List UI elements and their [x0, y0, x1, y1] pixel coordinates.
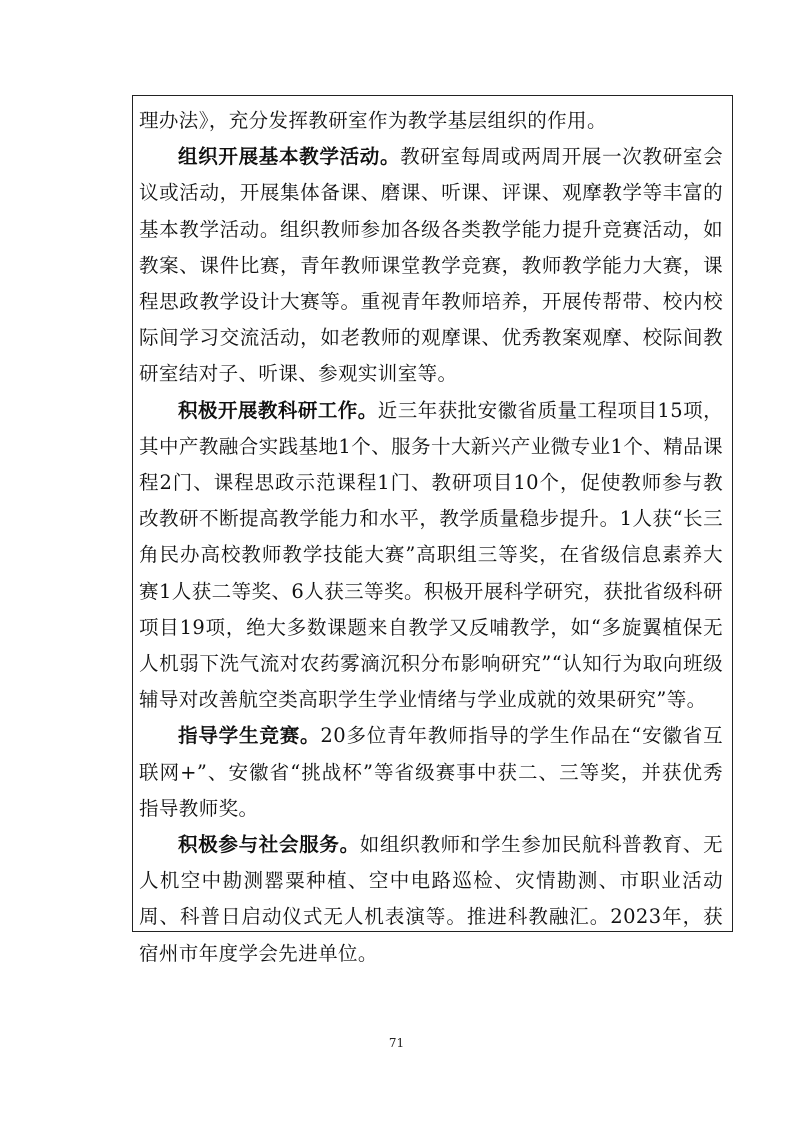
paragraph-student-competitions	[139, 718, 723, 827]
paragraph-text: 如组织教师和学生参加民航科普教育、无人机空中勘测罂粟种植、空中电路巡检、灾情勘测、市职业活动周、科普日启动仪式无人机表演等。推进科教融汇。2023年，获宿州市年度学会先进单位。	[139, 833, 723, 965]
paragraph-continuation	[139, 103, 723, 139]
paragraph-text: 20多位青年教师指导的学生作品在“安徽省互联网+”、安徽省“挑战杯”等省级赛事中获二、三等奖，并获优秀指导教师奖。	[139, 724, 723, 820]
page-number: 71	[388, 1036, 405, 1050]
paragraph-text: 理办法》，充分发挥教研室作为教学基层组织的作用。	[139, 109, 607, 132]
paragraph-heading: 组织开展基本教学活动。	[178, 145, 401, 169]
paragraph-research-work	[139, 393, 723, 719]
paragraph-text: 教研室每周或两周开展一次教研室会议或活动，开展集体备课、磨课、听课、评课、观摩教学等丰富的基本教学活动。组织教师参加各级各类教学能力提升竞赛活动，如教案、课件比赛，青年教师课堂教学竞赛，教师教学能力大赛，课程思政教学设计大赛等。重视青年教师培养，开展传帮带、校内校际间学习交流活动，如老教师的观摩课、优秀教案观摩、校际间教研室结对子、听课、参观实训室等。	[139, 145, 723, 386]
paragraph-heading: 指导学生竞赛。	[178, 724, 321, 748]
paragraph-text: 近三年获批安徽省质量工程项目15项，其中产教融合实践基地1个、服务十大新兴产业微专业1个、精品课程2门、课程思政示范课程1门、教研项目10个，促使教师参与教改教研不断提高教学能力和水平，教学质量稳步提升。1人获“长三角民办高校教师教学技能大赛”高职组三等奖，在省级信息素养大赛1人获二等奖、6人获三等奖。积极开展科学研究，获批省级科研项目19项，绝大多数课题来自教学又反哺教学，如“多旋翼植保无人机弱下洗气流对农药雾滴沉积分布影响研究”“认知行为取向班级辅导对改善航空类高职学生学业情绪与学业成就的效果研究”等。	[139, 398, 723, 712]
document-body	[139, 103, 723, 972]
paragraph-heading: 积极参与社会服务。	[178, 833, 360, 857]
paragraph-social-service	[139, 827, 723, 972]
paragraph-teaching-activities	[139, 139, 723, 392]
paragraph-heading: 积极开展教科研工作。	[178, 398, 378, 422]
